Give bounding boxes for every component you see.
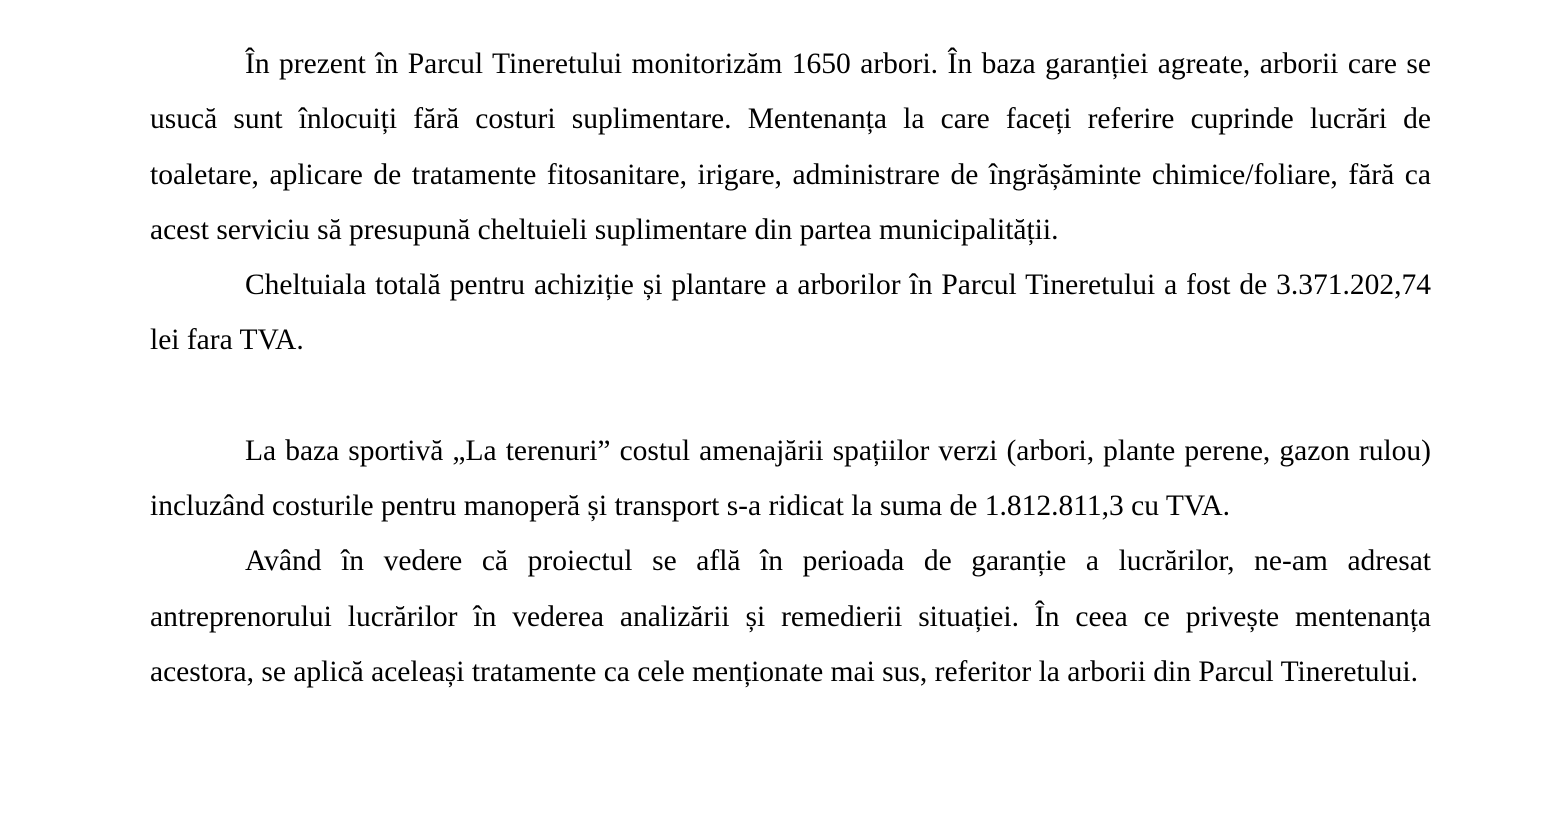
document-body (150, 37, 1431, 700)
paragraph-total-cost: Cheltuiala totală pentru achiziție și plantare a arborilor în Parcul Tineretului a fost de 3.371.202,74 lei fara TVA. (150, 269, 1431, 357)
paragraph-sports-base: La baza sportivă „La terenuri” costul amenajării spațiilor verzi (arbori, plante perene, gazon rulou) incluzând costurile pentru manoperă și transport s-a ridicat la suma de 1.812.811,3 cu TVA. (150, 434, 1431, 523)
paragraph-warranty: Având în vedere că proiectul se află în perioada de garanție a lucrărilor, ne-am adresat antreprenorului lucrărilor în vederea analizării și remedierii situației. În ceea ce privește mentenanța acestora, se aplică aceleași tratamente ca cele menționate mai sus, referitor la arborii din Parcul Tineretului. (150, 545, 1431, 688)
paragraph-tree-monitoring: În prezent în Parcul Tineretului monitorizăm 1650 arbori. În baza garanției agreate, arborii care se usucă sunt înlocuiți fără costuri suplimentare. Mentenanța la care faceți referire cuprinde lucrări de toaletare, aplicare de tratamente fitosanitare, irigare, administrare de îngrășăminte chimice/foliare, fără ca acest serviciu să presupună cheltuieli suplimentare din partea municipalității. (150, 48, 1431, 246)
